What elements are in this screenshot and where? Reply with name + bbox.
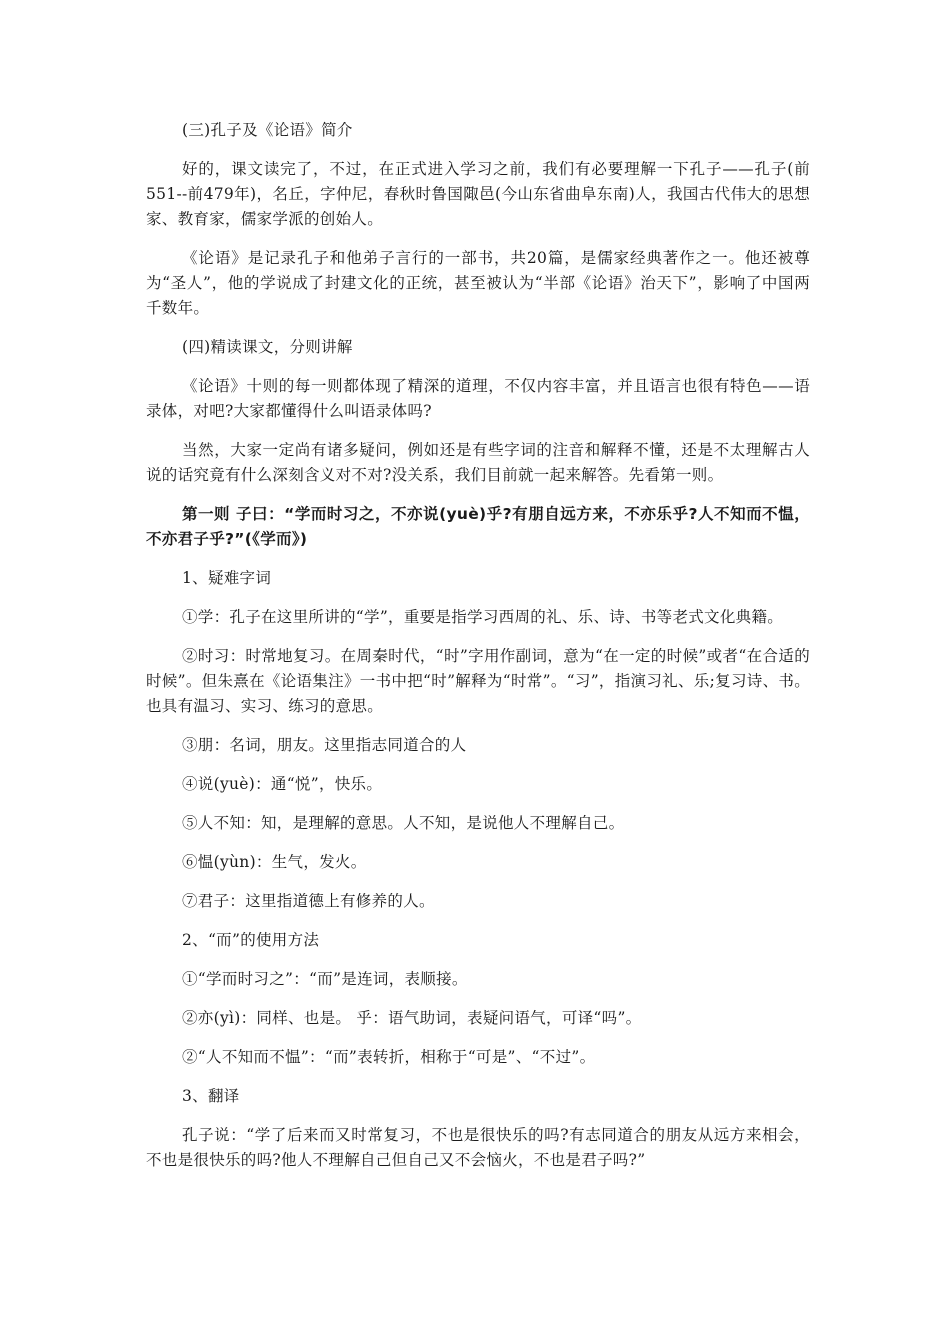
paragraph-confucius-intro: 好的，课文读完了，不过，在正式进入学习之前，我们有必要理解一下孔子——孔子(前551--前479年)，名丘，字仲尼，春秋时鲁国陬邑(今山东省曲阜东南)人，我国古代伟大的思想家、教育家，儒家学派的创始人。 bbox=[146, 160, 810, 228]
document-page bbox=[146, 118, 810, 1187]
paragraph-analects-intro: 《论语》是记录孔子和他弟子言行的一部书，共20篇，是儒家经典著作之一。他还被尊为“圣人”，他的学说成了封建文化的正统，甚至被认为“半部《论语》治天下”，影响了中国两千数年。 bbox=[146, 249, 810, 317]
note-shixi: ②时习：时常地复习。在周秦时代，“时”字用作副词，意为“在一定的时候”或者“在合适的时候”。但朱熹在《论语集注》一书中把“时”解释为“时常”。“习”，指演习礼、乐;复习诗、书。也具有温习、实习、练习的意思。 bbox=[146, 647, 810, 715]
usage-note-1: ①“学而时习之”：“而”是连词，表顺接。 bbox=[182, 970, 468, 988]
section-heading-4: (四)精读课文，分则讲解 bbox=[182, 338, 353, 356]
translation-paragraph: 孔子说：“学了后来而又时常复习，不也是很快乐的吗?有志同道合的朋友从远方来相会，不也是很快乐的吗?他人不理解自己但自己又不会恼火，不也是君子吗?” bbox=[146, 1126, 810, 1169]
paragraph-questions: 当然，大家一定尚有诸多疑问，例如还是有些字词的注音和解释不懂，还是不太理解古人说的话究竟有什么深刻含义对不对?没关系，我们目前就一起来解答。先看第一则。 bbox=[146, 441, 810, 484]
first-passage-quote: 第一则 子曰：“学而时习之，不亦说(yuè)乎?有朋自远方来，不亦乐乎?人不知而不愠，不亦君子乎?”(《学而》) bbox=[146, 505, 810, 548]
subheading-difficult-words: 1、疑难字词 bbox=[182, 569, 272, 587]
section-heading-3: (三)孔子及《论语》简介 bbox=[182, 121, 353, 139]
usage-note-2: ②亦(yì)：同样、也是。 乎：语气助词，表疑问语气，可译“吗”。 bbox=[182, 1009, 642, 1027]
usage-note-3: ②“人不知而不愠”：“而”表转折，相称于“可是”、“不过”。 bbox=[182, 1048, 596, 1066]
paragraph-analects-style: 《论语》十则的每一则都体现了精深的道理，不仅内容丰富，并且语言也很有特色——语录体，对吧?大家都懂得什么叫语录体吗? bbox=[146, 377, 810, 420]
note-junzi: ⑦君子：这里指道德上有修养的人。 bbox=[182, 892, 435, 910]
note-yun: ⑥愠(yùn)：生气，发火。 bbox=[182, 853, 367, 871]
note-yue: ④说(yuè)：通“悦”，快乐。 bbox=[182, 775, 383, 793]
note-renbuzhi: ⑤人不知：知，是理解的意思。人不知，是说他人不理解自己。 bbox=[182, 814, 625, 832]
note-xue: ①学：孔子在这里所讲的“学”，重要是指学习西周的礼、乐、诗、书等老式文化典籍。 bbox=[182, 608, 784, 626]
note-peng: ③朋：名词，朋友。这里指志同道合的人 bbox=[182, 736, 467, 754]
subheading-er-usage: 2、“而”的使用方法 bbox=[182, 931, 320, 949]
subheading-translation: 3、翻译 bbox=[182, 1087, 240, 1105]
